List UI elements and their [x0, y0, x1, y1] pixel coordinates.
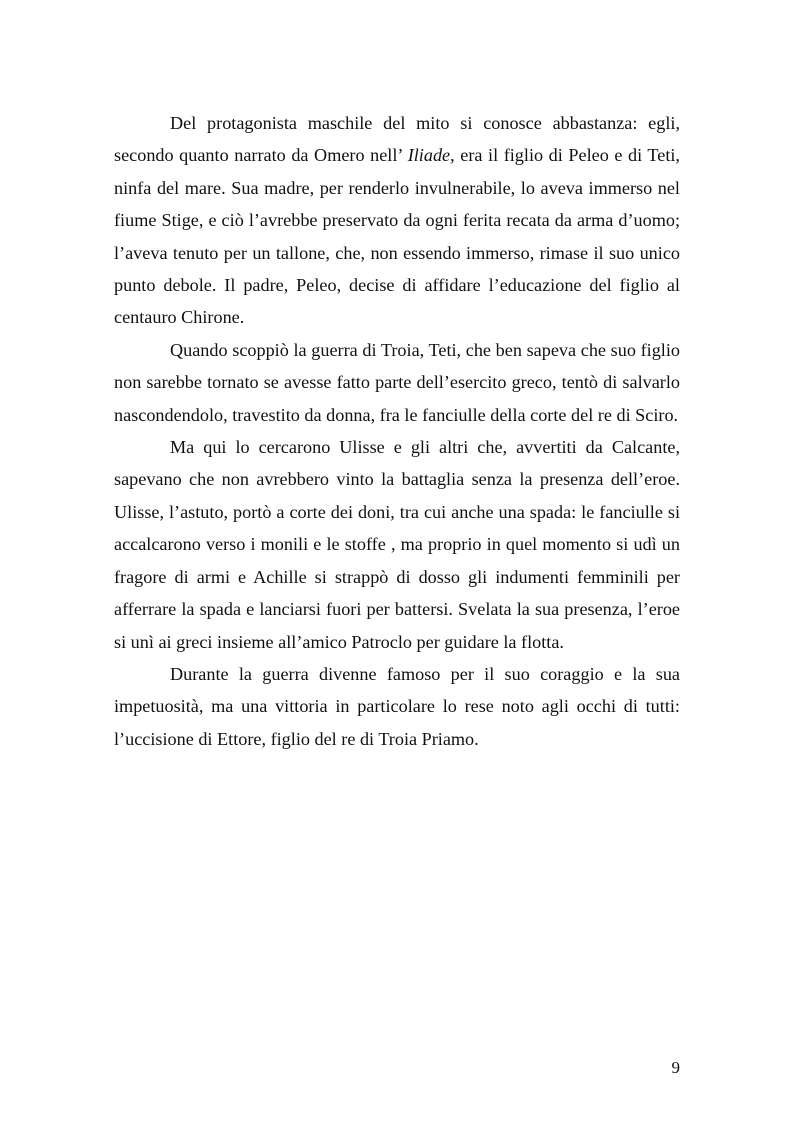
paragraph-1-after: , era il figlio di Peleo e di Teti, ninfa del mare. Sua madre, per renderlo invulnerabile, lo aveva immerso nel fiume Stige, e ciò l’avrebbe preservato da ogni ferita recata da arma d’uomo; l’aveva tenuto per un tallone, che, non essendo immerso, rimase il suo unico punto debole. Il padre, Peleo, decise di affidare l’educazione del figlio al centauro Chirone.	[114, 145, 680, 328]
page-number: 9	[671, 1058, 680, 1077]
iliade-title: Iliade	[407, 145, 451, 166]
paragraph-2: Quando scoppiò la guerra di Troia, Teti, che ben sapeva che suo figlio non sarebbe tornato se avesse fatto parte dell’esercito greco, tentò di salvarlo nascondendolo, travestito da donna, fra le fanciulle della corte del re di Sciro.	[114, 339, 680, 425]
paragraph-1-before: Del protagonista maschile del mito si conosce abbastanza: egli, secondo quanto narrato da Omero nell’	[114, 113, 680, 166]
paragraph-1	[114, 107, 680, 334]
paragraph-3: Ma qui lo cercarono Ulisse e gli altri che, avvertiti da Calcante, sapevano che non avrebbero vinto la battaglia senza la presenza dell’eroe. Ulisse, l’astuto, portò a corte dei doni, tra cui anche una spada: le fanciulle si accalcarono verso i monili e le stoffe , ma proprio in quel momento si udì un fragore di armi e Achille si strappò di dosso gli indumenti femminili per afferrare la spada e lanciarsi fuori per battersi. Svelata la sua presenza, l’eroe si unì ai greci insieme all’amico Patroclo per guidare la flotta.	[114, 437, 680, 652]
body-text	[114, 107, 680, 755]
paragraph-4: Durante la guerra divenne famoso per il suo coraggio e la sua impetuosità, ma una vittoria in particolare lo rese noto agli occhi di tutti: l’uccisione di Ettore, figlio del re di Troia Priamo.	[114, 663, 680, 749]
